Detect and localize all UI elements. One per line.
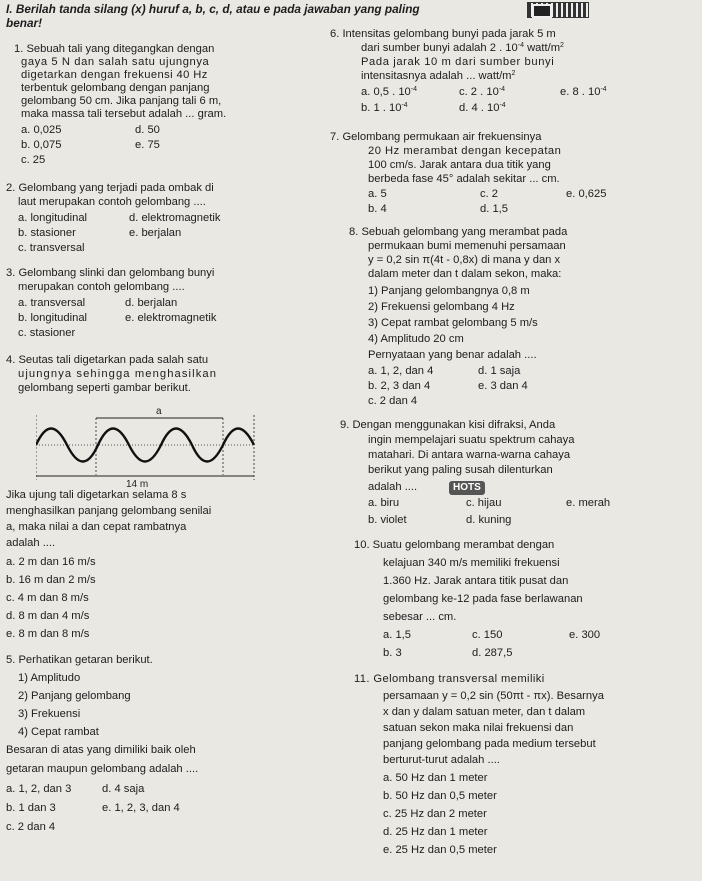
- qr-logo-icon: [532, 4, 552, 18]
- q2-line: laut merupakan contoh gelombang ....: [18, 196, 206, 208]
- q6-line: Pada jarak 10 m dari sumber bunyi: [361, 56, 555, 68]
- q6-line: dari sumber bunyi adalah 2 . $10^{-4}$ watt/$m^2$: [361, 42, 564, 54]
- q7-option-d[interactable]: d. 1,5: [480, 203, 508, 215]
- q5-item: 3) Frekuensi: [18, 708, 81, 720]
- q1-option-a[interactable]: a. 0,025: [21, 124, 62, 136]
- hots-badge: HOTS: [449, 481, 485, 495]
- q4-line: adalah ....: [6, 537, 56, 549]
- q4-line: a, maka nilai a dan cepat rambatnya: [6, 521, 187, 533]
- q4-line: menghasilkan panjang gelombang senilai: [6, 505, 212, 517]
- q9-line: 9. Dengan menggunakan kisi difraksi, Anda: [340, 419, 556, 431]
- q10-line: gelombang ke-12 pada fase berlawanan: [383, 593, 583, 605]
- q6-option-c[interactable]: c. 2 . $10^{-4}$: [459, 86, 506, 98]
- q7-line: 7. Gelombang permukaan air frekuensinya: [330, 131, 542, 143]
- q1-option-d[interactable]: d. 50: [135, 124, 160, 136]
- q7-option-a[interactable]: a. 5: [368, 188, 387, 200]
- q1-line: digetarkan dengan frekuensi 40 Hz: [21, 69, 208, 81]
- q1-line: gelombang 50 cm. Jika panjang tali 6 m,: [21, 95, 222, 107]
- q5-item: 4) Cepat rambat: [18, 726, 99, 738]
- q4-option-c[interactable]: c. 4 m dan 8 m/s: [6, 592, 89, 604]
- wave-label-a: a: [156, 406, 162, 417]
- q11-option-d[interactable]: d. 25 Hz dan 1 meter: [383, 826, 488, 838]
- q1-line: maka massa tali tersebut adalah ... gram.: [21, 108, 227, 120]
- q9-line: adalah ....: [368, 481, 418, 493]
- q2-option-c[interactable]: c. transversal: [18, 242, 85, 254]
- q8-line: 8. Sebuah gelombang yang merambat pada: [349, 226, 568, 238]
- q11-option-c[interactable]: c. 25 Hz dan 2 meter: [383, 808, 487, 820]
- q4-line: 4. Seutas tali digetarkan pada salah satu: [6, 354, 209, 366]
- q4-option-b[interactable]: b. 16 m dan 2 m/s: [6, 574, 96, 586]
- q5-line: 5. Perhatikan getaran berikut.: [6, 654, 153, 666]
- q6-option-d[interactable]: d. 4 . $10^{-4}$: [459, 102, 506, 114]
- wave-curve: [36, 429, 254, 462]
- q8-item: 1) Panjang gelombangnya 0,8 m: [368, 285, 530, 297]
- q10-line: 1.360 Hz. Jarak antara titik pusat dan: [383, 575, 569, 587]
- q4-option-a[interactable]: a. 2 m dan 16 m/s: [6, 556, 96, 568]
- q6-line: intensitasnya adalah ... watt/$m^2$: [361, 70, 516, 82]
- q10-line: sebesar ... cm.: [383, 611, 457, 623]
- q5-option-b[interactable]: b. 1 dan 3: [6, 802, 56, 814]
- wave-figure: [36, 405, 261, 490]
- q7-option-b[interactable]: b. 4: [368, 203, 387, 215]
- q4-option-e[interactable]: e. 8 m dan 8 m/s: [6, 628, 90, 640]
- q9-option-e[interactable]: e. merah: [566, 497, 611, 509]
- q11-line: panjang gelombang pada medium tersebut: [383, 738, 596, 750]
- q4-option-d[interactable]: d. 8 m dan 4 m/s: [6, 610, 90, 622]
- q2-option-b[interactable]: b. stasioner: [18, 227, 76, 239]
- q11-line: x dan y dalam satuan meter, dan t dalam: [383, 706, 586, 718]
- q5-item: 2) Panjang gelombang: [18, 690, 131, 702]
- q1-line: 1. Sebuah tali yang ditegangkan dengan: [14, 43, 215, 55]
- q9-line: ingin mempelajari suatu spektrum cahaya: [368, 434, 575, 446]
- q2-option-d[interactable]: d. elektromagnetik: [129, 212, 221, 224]
- q5-line: getaran maupun gelombang adalah ....: [6, 763, 199, 775]
- q10-option-d[interactable]: d. 287,5: [472, 647, 513, 659]
- instruction-title: I. Berilah tanda silang (x) huruf a, b, c, d, atau e pada jawaban yang paling: [6, 2, 420, 16]
- q8-item: 2) Frekuensi gelombang 4 Hz: [368, 301, 515, 313]
- q7-line: 20 Hz merambat dengan kecepatan: [368, 145, 562, 157]
- q8-option-b[interactable]: b. 2, 3 dan 4: [368, 380, 431, 392]
- q3-option-e[interactable]: e. elektromagnetik: [125, 312, 217, 324]
- q10-option-e[interactable]: e. 300: [569, 629, 601, 641]
- q10-option-b[interactable]: b. 3: [383, 647, 402, 659]
- q10-option-c[interactable]: c. 150: [472, 629, 503, 641]
- q11-line: 11. Gelombang transversal memiliki: [354, 673, 545, 685]
- wave-label-length: 14 m: [126, 479, 149, 490]
- q10-line: 10. Suatu gelombang merambat dengan: [354, 539, 555, 551]
- q3-option-d[interactable]: d. berjalan: [125, 297, 178, 309]
- q9-option-c[interactable]: c. hijau: [466, 497, 502, 509]
- q6-option-a[interactable]: a. 0,5 . $10^{-4}$: [361, 86, 417, 98]
- q9-line: berikut yang paling susah dilenturkan: [368, 464, 553, 476]
- q8-option-a[interactable]: a. 1, 2, dan 4: [368, 365, 434, 377]
- q5-option-c[interactable]: c. 2 dan 4: [6, 821, 56, 833]
- q6-option-e[interactable]: e. 8 . $10^{-4}$: [560, 86, 607, 98]
- q7-option-c[interactable]: c. 2: [480, 188, 499, 200]
- q11-line: persamaan y = 0,2 sin (50πt - πx). Besarnya: [383, 690, 604, 702]
- q2-option-e[interactable]: e. berjalan: [129, 227, 182, 239]
- q3-option-b[interactable]: b. longitudinal: [18, 312, 88, 324]
- q2-option-a[interactable]: a. longitudinal: [18, 212, 88, 224]
- q3-line: merupakan contoh gelombang ....: [18, 281, 185, 293]
- q11-option-e[interactable]: e. 25 Hz dan 0,5 meter: [383, 844, 497, 856]
- q1-option-b[interactable]: b. 0,075: [21, 139, 62, 151]
- q8-item: 3) Cepat rambat gelombang 5 m/s: [368, 317, 538, 329]
- q7-line: berbeda fase 45° adalah sekitar ... cm.: [368, 173, 560, 185]
- q8-option-c[interactable]: c. 2 dan 4: [368, 395, 418, 407]
- q8-line: Pernyataan yang benar adalah ....: [368, 349, 537, 361]
- q4-line: Jika ujung tali digetarkan selama 8 s: [6, 489, 187, 501]
- q11-option-a[interactable]: a. 50 Hz dan 1 meter: [383, 772, 488, 784]
- q11-line: berturut-turut adalah ....: [383, 754, 500, 766]
- q7-option-e[interactable]: e. 0,625: [566, 188, 607, 200]
- q11-option-b[interactable]: b. 50 Hz dan 0,5 meter: [383, 790, 497, 802]
- q8-line: dalam meter dan t dalam sekon, maka:: [368, 268, 562, 280]
- q8-line: y = 0,2 sin π(4t - 0,8x) di mana y dan x: [368, 254, 561, 266]
- q1-option-c[interactable]: c. 25: [21, 154, 46, 166]
- q9-line: matahari. Di antara warna-warna cahaya: [368, 449, 571, 461]
- q8-option-d[interactable]: d. 1 saja: [478, 365, 521, 377]
- q6-line: 6. Intensitas gelombang bunyi pada jarak 5 m: [330, 28, 556, 40]
- q2-line: 2. Gelombang yang terjadi pada ombak di: [6, 182, 214, 194]
- q5-option-d[interactable]: d. 4 saja: [102, 783, 145, 795]
- q5-option-a[interactable]: a. 1, 2, dan 3: [6, 783, 72, 795]
- q9-option-b[interactable]: b. violet: [368, 514, 407, 526]
- q8-item: 4) Amplitudo 20 cm: [368, 333, 464, 345]
- q9-option-a[interactable]: a. biru: [368, 497, 400, 509]
- q4-line: ujungnya sehingga menghasilkan: [18, 368, 218, 380]
- q3-option-a[interactable]: a. transversal: [18, 297, 86, 309]
- instruction-title-cont: benar!: [6, 16, 43, 30]
- q5-item: 1) Amplitudo: [18, 672, 81, 684]
- q10-option-a[interactable]: a. 1,5: [383, 629, 411, 641]
- q1-line: terbentuk gelombang dengan panjang: [21, 82, 210, 94]
- q8-line: permukaan bumi memenuhi persamaan: [368, 240, 566, 252]
- q1-line: gaya 5 N dan salah satu ujungnya: [21, 56, 210, 68]
- q5-option-e[interactable]: e. 1, 2, 3, dan 4: [102, 802, 180, 814]
- q3-line: 3. Gelombang slinki dan gelombang bunyi: [6, 267, 215, 279]
- q9-option-d[interactable]: d. kuning: [466, 514, 512, 526]
- q8-option-e[interactable]: e. 3 dan 4: [478, 380, 528, 392]
- q4-line: gelombang seperti gambar berikut.: [18, 382, 191, 394]
- q11-line: satuan sekon maka nilai frekuensi dan: [383, 722, 574, 734]
- q5-line: Besaran di atas yang dimiliki baik oleh: [6, 744, 196, 756]
- q1-option-e[interactable]: e. 75: [135, 139, 160, 151]
- q10-line: kelajuan 340 m/s memiliki frekuensi: [383, 557, 560, 569]
- q6-option-b[interactable]: b. 1 . $10^{-4}$: [361, 102, 408, 114]
- q3-option-c[interactable]: c. stasioner: [18, 327, 76, 339]
- q7-line: 100 cm/s. Jarak antara dua titik yang: [368, 159, 551, 171]
